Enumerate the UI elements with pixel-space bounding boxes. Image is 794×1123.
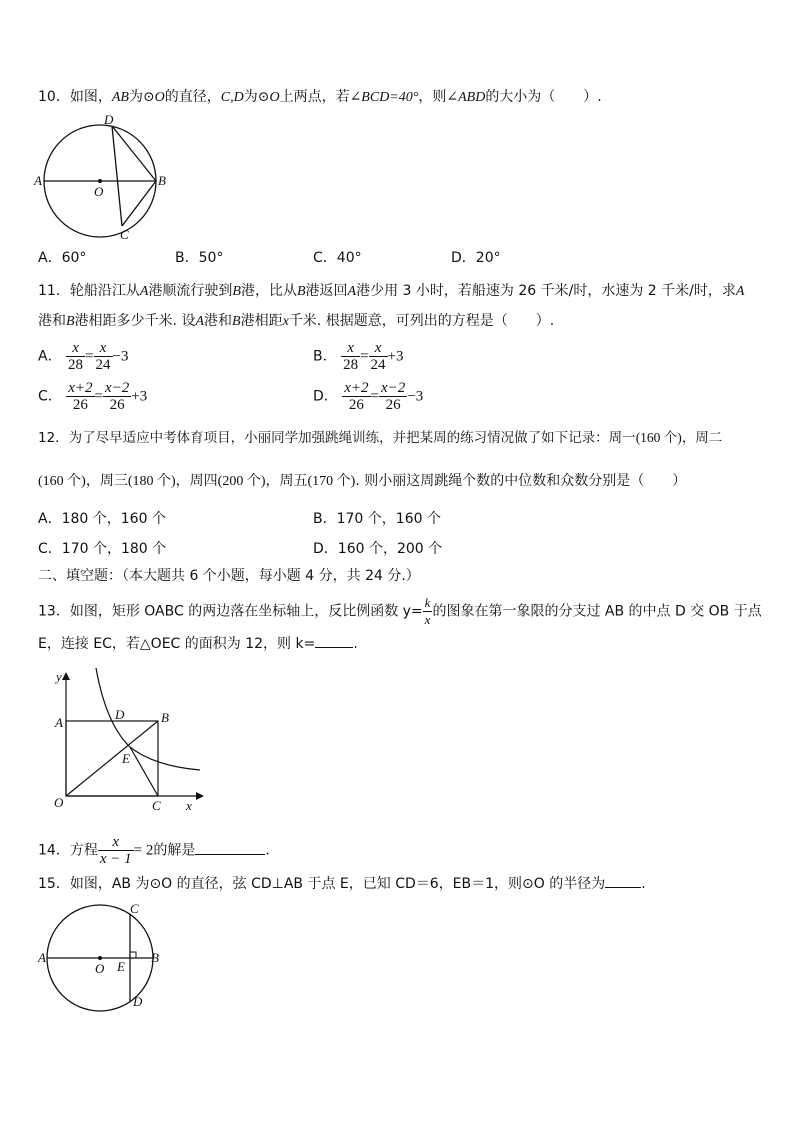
q11-line1-segment: B bbox=[232, 284, 241, 299]
q11-line1-segment: 11．轮船沿江从 bbox=[38, 283, 140, 299]
q15-label-d: D bbox=[133, 994, 143, 1009]
frac: $\frac{x-2}{26}$ bbox=[104, 380, 130, 413]
q10-option-c[interactable]: C．40° bbox=[313, 250, 362, 266]
q12-stem-line1: 12．为了尽早适应中考体育项目，小丽同学加强跳绳训练，并把某周的练习情况做了如下记录：周一(160 个)，周二 bbox=[38, 430, 723, 446]
q13-label-a: A bbox=[55, 715, 63, 730]
q13-figure bbox=[36, 664, 206, 814]
q11-line2-segment: 港和 bbox=[38, 313, 66, 329]
frac: $\frac{x+2}{26}$ bbox=[68, 380, 93, 413]
q11-line1-segment: A bbox=[347, 284, 357, 299]
q15-stem: 15．如图，AB 为⊙O 的直径，弦 CD⊥AB 于点 E，已知 CD＝6，EB＝1，则⊙O 的半径为 . bbox=[38, 873, 646, 894]
q11-option-b[interactable]: B． $\frac{x}{28}$ = $\frac{x}{24}$ +3 bbox=[313, 340, 404, 373]
section-title: 二、填空题：（本大题共 6 个小题，每小题 4 分，共 24 分.） bbox=[38, 568, 420, 584]
q13-label-y: y bbox=[56, 669, 62, 684]
q13-stem-line1: 13．如图，矩形 OABC 的两边落在坐标轴上，反比例函数 y= $\frac{k}{x}$ 的图象在第一象限的分支过 AB 的中点 D 交 OB 于点 bbox=[38, 595, 762, 627]
q13-label-b: B bbox=[161, 710, 169, 725]
frac: $\frac{x}{28}$ bbox=[68, 340, 84, 373]
q13-label-d: D bbox=[115, 707, 125, 722]
q11-line1-segment: B bbox=[296, 284, 306, 299]
frac: $\frac{x-2}{26}$ bbox=[380, 380, 406, 413]
q11-line2-segment: 港相距多少千米. 设 bbox=[74, 313, 196, 329]
q10-option-d[interactable]: D．20° bbox=[451, 250, 501, 266]
q13-label-o: O bbox=[54, 795, 64, 810]
q10-stem: 10．如图，AB为⊙O的直径，C,D为⊙O上两点，若∠BCD=40°，则∠ABD的大小为（ ）. bbox=[38, 89, 602, 105]
q11-line1-segment: 港少用 3 小时，若船速为 26 千米/时，水速为 2 千米/时，求 bbox=[356, 283, 736, 299]
q11-line1-segment: 港顺流行驶到 bbox=[148, 283, 233, 299]
q10-label-a: A bbox=[34, 173, 42, 188]
q11-line2-segment: x bbox=[282, 314, 289, 329]
q15-label-b: B bbox=[151, 950, 159, 965]
q13-hyperbola bbox=[96, 668, 200, 770]
q15-figure bbox=[34, 902, 174, 1014]
q15-center-dot bbox=[98, 956, 102, 960]
q15-label-a: A bbox=[38, 950, 46, 965]
q12-option-b[interactable]: B．170 个，160 个 bbox=[313, 511, 441, 527]
q11-line1-segment: A bbox=[139, 284, 149, 299]
q11-line2-segment: 港相距 bbox=[240, 313, 283, 329]
q15-right-angle-icon bbox=[130, 952, 136, 958]
q10-label-o: O bbox=[94, 184, 104, 199]
q10-label-d: D bbox=[104, 112, 114, 127]
frac-k-over-x: $\frac{k}{x}$ bbox=[424, 595, 431, 627]
q13-label-x: x bbox=[186, 798, 192, 813]
q11-stem-line2 bbox=[38, 311, 554, 332]
answer-blank[interactable] bbox=[195, 840, 265, 855]
q11-line2-segment: B bbox=[232, 314, 241, 329]
q11-stem-line1 bbox=[38, 281, 744, 302]
q11-option-a[interactable]: A． $\frac{x}{28}$ = $\frac{x}{24}$ −3 bbox=[38, 340, 129, 373]
answer-blank[interactable] bbox=[315, 633, 353, 648]
q12-option-a[interactable]: A．180 个，160 个 bbox=[38, 511, 166, 527]
q12-stem-line2: (160 个)，周三(180 个)，周四(200 个)，周五(170 个). 则小丽这周跳绳个数的中位数和众数分别是（ ） bbox=[38, 473, 687, 489]
q11-line1-segment: A bbox=[735, 284, 745, 299]
q15-label-e: E bbox=[117, 959, 125, 974]
q13-line-ec bbox=[130, 747, 158, 796]
frac: $\frac{x+2}{26}$ bbox=[344, 380, 369, 413]
q10-label-c: C bbox=[120, 227, 129, 242]
q13-x-arrow-icon bbox=[196, 792, 204, 800]
q10-option-a[interactable]: A．60° bbox=[38, 250, 87, 266]
q11-line2-segment: 千米. 根据题意，可列出的方程是（ ）. bbox=[288, 313, 555, 329]
q11-line1-segment: 港返回 bbox=[305, 283, 348, 299]
q13-line-ob bbox=[66, 721, 158, 796]
q10-chord-dc bbox=[112, 126, 122, 226]
frac: $\frac{x}{28}$ bbox=[343, 340, 359, 373]
q15-label-c: C bbox=[130, 902, 139, 916]
q13-label-e: E bbox=[122, 751, 130, 766]
q11-option-c[interactable]: C． $\frac{x+2}{26}$ = $\frac{x-2}{26}$ +3 bbox=[38, 380, 148, 413]
q12-option-d[interactable]: D．160 个，200 个 bbox=[313, 541, 443, 557]
q10-label-b: B bbox=[158, 173, 166, 188]
q11-option-d[interactable]: D． $\frac{x+2}{26}$ = $\frac{x-2}{26}$ −3 bbox=[313, 380, 424, 413]
q10-figure bbox=[30, 112, 170, 242]
q10-option-b[interactable]: B．50° bbox=[175, 250, 224, 266]
q12-option-c[interactable]: C．170 个，180 个 bbox=[38, 541, 167, 557]
q11-line1-segment: 港，比从 bbox=[240, 283, 297, 299]
frac-x-over-x-minus-1: $\frac{x}{x - 1}$ bbox=[99, 834, 132, 867]
q13-label-c: C bbox=[152, 798, 161, 813]
q11-line2-segment: A bbox=[195, 314, 205, 329]
q15-label-o: O bbox=[95, 961, 105, 976]
q11-line2-segment: 港和 bbox=[204, 313, 233, 329]
q10-center-dot bbox=[98, 179, 102, 183]
answer-blank[interactable] bbox=[605, 873, 641, 888]
frac: $\frac{x}{24}$ bbox=[95, 340, 111, 373]
q14-stem: 14．方程 $\frac{x}{x - 1}$ = 2的解是 . bbox=[38, 834, 270, 867]
q11-line2-segment: B bbox=[66, 314, 75, 329]
frac: $\frac{x}{24}$ bbox=[370, 340, 386, 373]
q13-y-arrow-icon bbox=[62, 672, 70, 680]
q13-stem-line2: E，连接 EC，若△OEC 的面积为 12，则 k= . bbox=[38, 633, 358, 654]
